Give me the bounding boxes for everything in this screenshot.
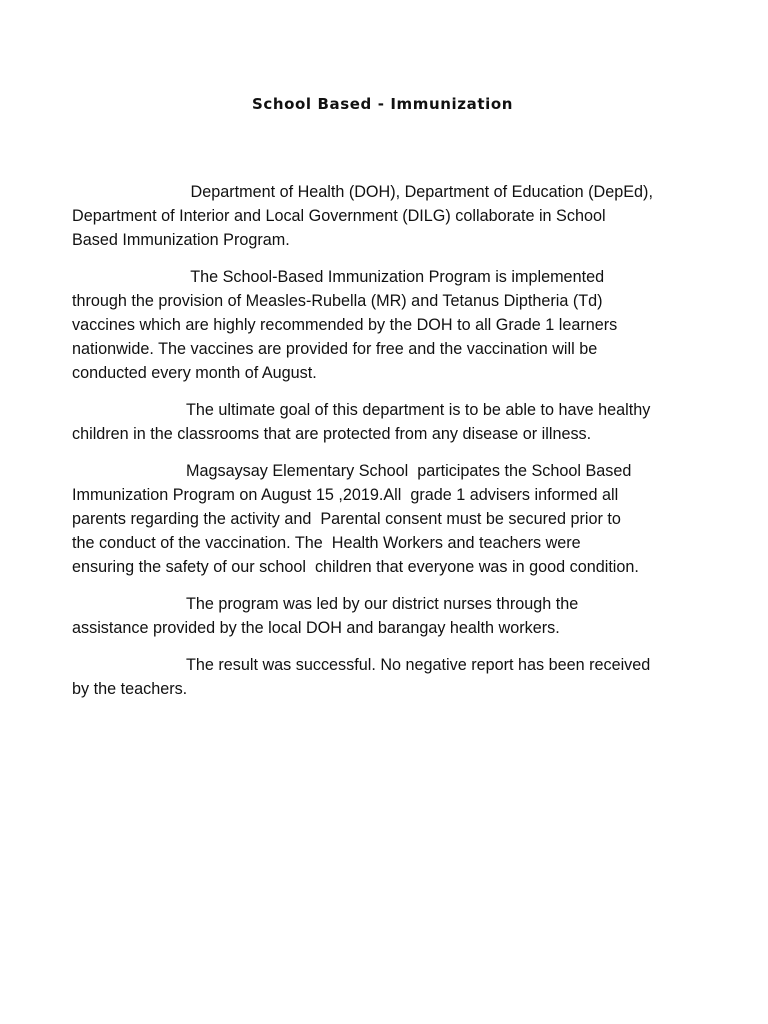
paragraph-line: Department of Health (DOH), Department of Education (DepEd), bbox=[186, 183, 653, 201]
paragraph-leadership bbox=[72, 592, 712, 640]
paragraph-line: by the teachers. bbox=[72, 680, 188, 698]
paragraph-line: Department of Interior and Local Government (DILG) collaborate in School bbox=[72, 207, 606, 225]
paragraph-line: conducted every month of August. bbox=[72, 364, 317, 382]
document-title: School Based - Immunization bbox=[251, 95, 514, 113]
paragraph-program bbox=[72, 265, 712, 385]
document-body bbox=[72, 180, 712, 714]
paragraph-goal bbox=[72, 398, 712, 446]
paragraph-line: vaccines which are highly recommended by the DOH to all Grade 1 learners bbox=[72, 316, 618, 334]
paragraph-line: children in the classrooms that are protected from any disease or illness. bbox=[72, 425, 592, 443]
paragraph-line: Magsaysay Elementary School participates the School Based bbox=[186, 462, 632, 480]
paragraph-school bbox=[72, 459, 712, 579]
paragraph-line: The result was successful. No negative report has been received bbox=[186, 656, 651, 674]
paragraph-line: The program was led by our district nurses through the bbox=[186, 595, 579, 613]
paragraph-agencies bbox=[72, 180, 712, 252]
paragraph-line: nationwide. The vaccines are provided for free and the vaccination will be bbox=[72, 340, 598, 358]
paragraph-line: assistance provided by the local DOH and barangay health workers. bbox=[72, 619, 560, 637]
paragraph-line: Based Immunization Program. bbox=[72, 231, 290, 249]
paragraph-line: Immunization Program on August 15 ,2019.All grade 1 advisers informed all bbox=[72, 486, 619, 504]
paragraph-line: ensuring the safety of our school children that everyone was in good condition. bbox=[72, 558, 639, 576]
paragraph-result bbox=[72, 653, 712, 701]
paragraph-line: parents regarding the activity and Parental consent must be secured prior to bbox=[72, 510, 621, 528]
paragraph-line: The ultimate goal of this department is to be able to have healthy bbox=[186, 401, 651, 419]
paragraph-line: The School-Based Immunization Program is implemented bbox=[186, 268, 605, 286]
paragraph-line: the conduct of the vaccination. The Health Workers and teachers were bbox=[72, 534, 581, 552]
paragraph-line: through the provision of Measles-Rubella (MR) and Tetanus Diptheria (Td) bbox=[72, 292, 603, 310]
